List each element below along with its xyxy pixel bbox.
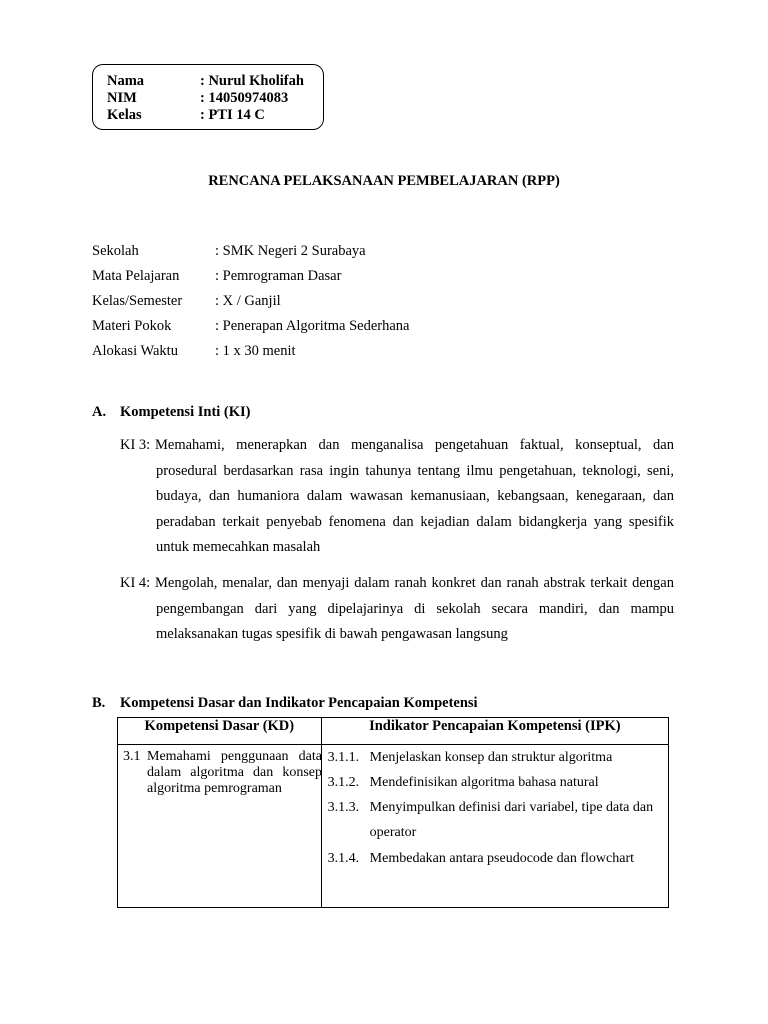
identity-box (92, 64, 324, 130)
table-header-kd: Kompetensi Dasar (KD) (118, 718, 322, 745)
identity-value: : 14050974083 (200, 90, 289, 106)
table-row (118, 745, 669, 908)
document-title: RENCANA PELAKSANAAN PEMBELAJARAN (RPP) (208, 173, 560, 189)
section-letter: A. (92, 404, 107, 420)
section-title: Kompetensi Inti (KI) (120, 404, 251, 420)
section-a-heading (92, 403, 251, 421)
identity-key: Kelas (107, 107, 142, 123)
info-key: Materi Pokok (92, 318, 172, 334)
ki-code: KI 3: (120, 437, 151, 453)
ki-4-item (120, 571, 674, 648)
identity-key: NIM (107, 90, 137, 106)
kd-text: Memahami penggunaan data dalam algoritma dan konsep algoritma pemrograman (147, 749, 322, 796)
identity-key: Nama (107, 73, 145, 89)
info-row-alokasi-waktu (92, 342, 296, 360)
info-row-sekolah (92, 242, 366, 260)
ipk-number: 3.1.3. (327, 800, 360, 815)
ipk-number: 3.1.1. (327, 750, 360, 765)
info-value: : Pemrograman Dasar (215, 268, 342, 284)
info-key: Alokasi Waktu (92, 343, 178, 359)
kd-cell (118, 745, 322, 908)
table-header-ipk: Indikator Pencapaian Kompetensi (IPK) (321, 718, 668, 745)
ipk-text: Mendefinisikan algoritma bahasa natural (369, 775, 599, 790)
ki-text: Memahami, menerapkan dan menganalisa pengetahuan faktual, konseptual, dan prosedural berdasarkan rasa ingin tahunya tentang ilmu pengetahuan, teknologi, seni, budaya, dan humaniora dalam wawasan kemanusiaan, kebangsaan, kenegaraan, dan peradaban terkait penyebab fenomena dan kejadian dalam bidangkerja yang spesifik untuk memecahkan masalah (155, 437, 674, 555)
section-title: Kompetensi Dasar dan Indikator Pencapaian Kompetensi (120, 695, 478, 711)
section-letter: B. (92, 695, 106, 711)
info-value: : X / Ganjil (215, 293, 281, 309)
info-row-kelas-semester (92, 292, 281, 310)
info-key: Mata Pelajaran (92, 268, 180, 284)
ki-3-item (120, 433, 674, 561)
ipk-text: Menjelaskan konsep dan struktur algoritma (369, 750, 613, 765)
section-b-heading (92, 694, 478, 712)
identity-value: : Nurul Kholifah (200, 73, 304, 89)
ki-text: Mengolah, menalar, dan menyaji dalam ranah konkret dan ranah abstrak terkait dengan pengembangan dari yang dipelajarinya di sekolah secara mandiri, dan mampu melaksanakan tugas spesifik di bawah pengawasan langsung (155, 575, 674, 642)
info-key: Kelas/Semester (92, 293, 183, 309)
info-value: : 1 x 30 menit (215, 343, 296, 359)
info-row-materi-pokok (92, 317, 410, 335)
kd-number: 3.1 (123, 749, 141, 764)
ipk-number: 3.1.4. (327, 851, 360, 866)
table-header-row (118, 718, 669, 745)
info-key: Sekolah (92, 243, 139, 259)
ipk-text: Menyimpulkan definisi dari variabel, tipe data dan operator (369, 800, 654, 840)
info-value: : Penerapan Algoritma Sederhana (215, 318, 410, 334)
ipk-cell (321, 745, 668, 908)
kd-ipk-table (117, 717, 669, 908)
info-row-mata-pelajaran (92, 267, 342, 285)
ipk-number: 3.1.2. (327, 775, 360, 790)
identity-value: : PTI 14 C (200, 107, 265, 123)
info-value: : SMK Negeri 2 Surabaya (215, 243, 366, 259)
ki-code: KI 4: (120, 575, 151, 591)
ipk-text: Membedakan antara pseudocode dan flowchart (369, 851, 635, 866)
